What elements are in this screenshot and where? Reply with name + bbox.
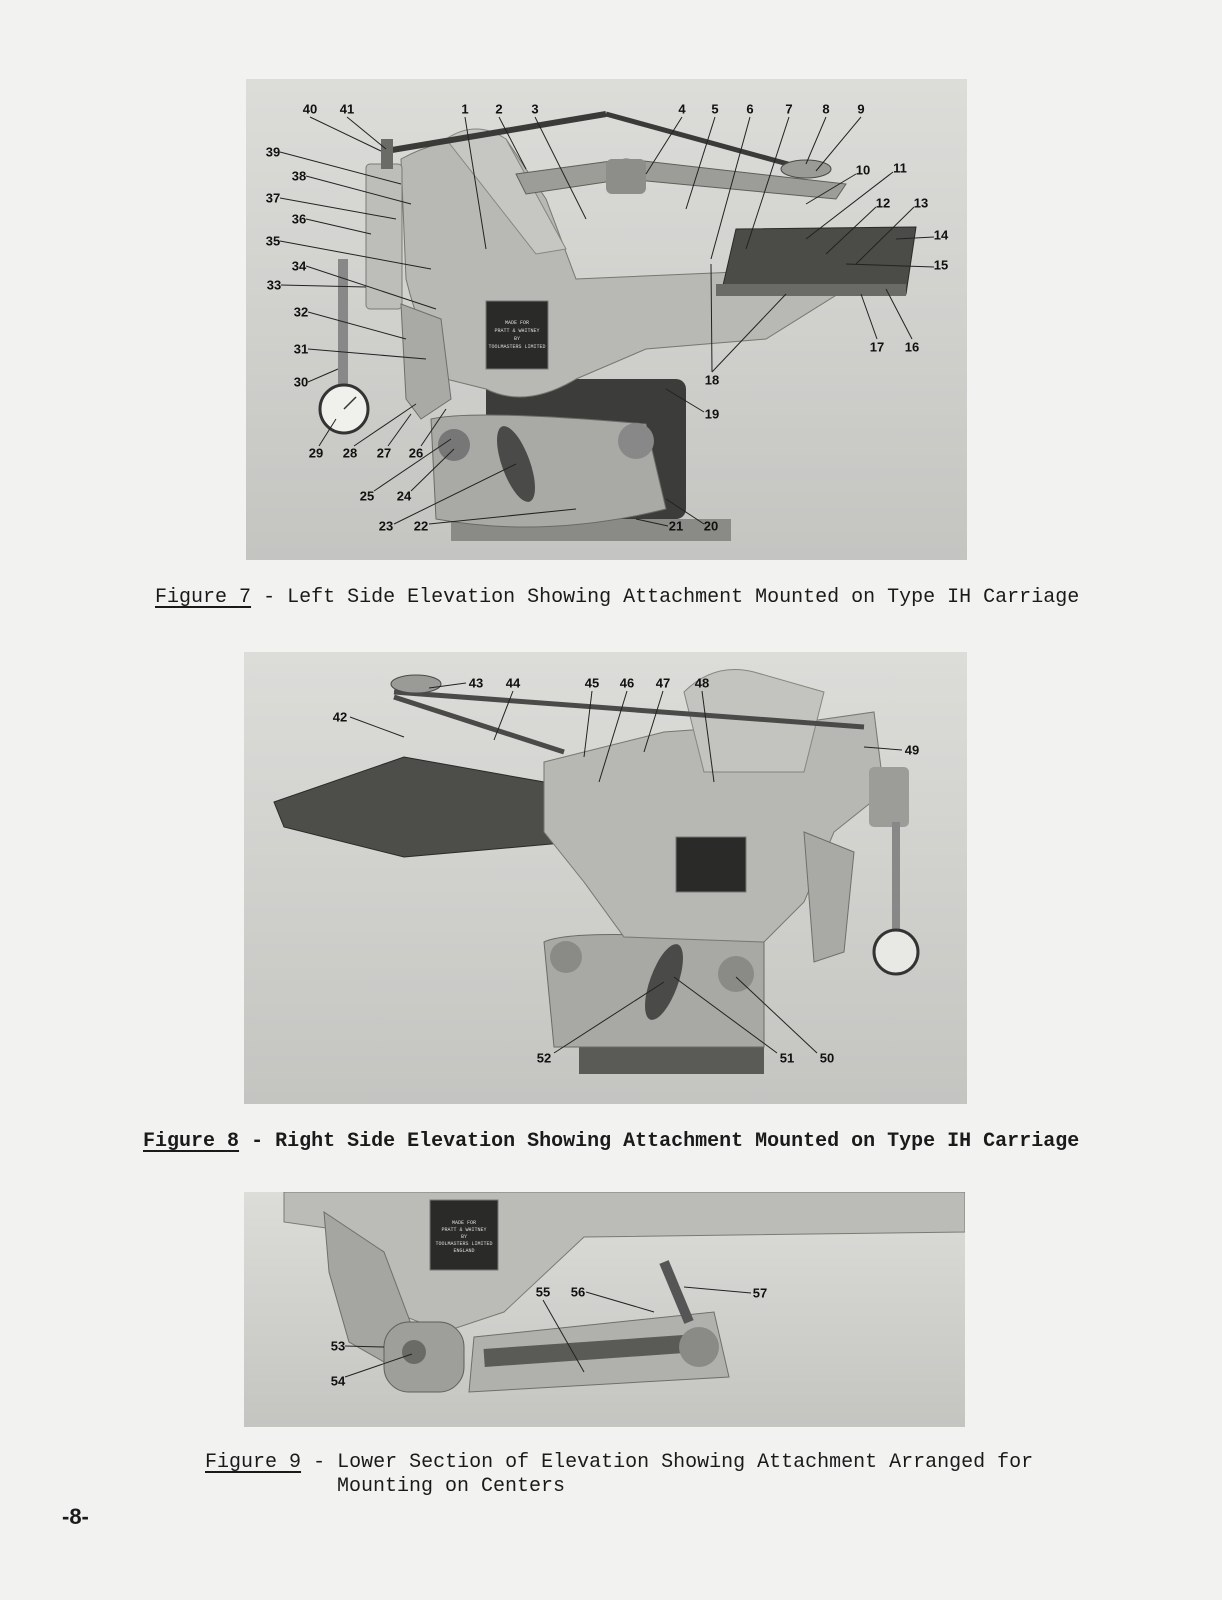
callout-57: 57 bbox=[752, 1285, 768, 1301]
plate-line: BY bbox=[460, 1234, 467, 1240]
figure-8-caption bbox=[143, 1130, 1079, 1154]
figure-9-caption-line-2: Mounting on Centers bbox=[337, 1475, 566, 1498]
callout-52: 52 bbox=[536, 1050, 552, 1066]
callout-23: 23 bbox=[378, 518, 394, 534]
figure-7-nameplate bbox=[486, 301, 548, 369]
figure-7-machine-drawing bbox=[246, 79, 967, 560]
callout-20: 20 bbox=[703, 518, 719, 534]
callout-17: 17 bbox=[869, 339, 885, 355]
figure-caption-text: - Left Side Elevation Showing Attachment Mounted on Type IH Carriage bbox=[263, 586, 1080, 609]
callout-26: 26 bbox=[408, 445, 424, 461]
callout-40: 40 bbox=[302, 101, 318, 117]
plate-line: BY bbox=[513, 336, 520, 342]
callout-48: 48 bbox=[694, 675, 710, 691]
callout-4: 4 bbox=[678, 101, 686, 117]
figure-8-photo bbox=[244, 652, 967, 1104]
callout-32: 32 bbox=[293, 304, 309, 320]
callout-51: 51 bbox=[779, 1050, 795, 1066]
callout-39: 39 bbox=[265, 144, 281, 160]
figure-caption-text: - Lower Section of Elevation Showing Attachment Arranged for bbox=[313, 1451, 1034, 1474]
plate-line: ENGLAND bbox=[453, 1248, 475, 1254]
callout-49: 49 bbox=[904, 742, 920, 758]
callout-35: 35 bbox=[265, 233, 281, 249]
callout-30: 30 bbox=[293, 374, 309, 390]
callout-3: 3 bbox=[531, 101, 539, 117]
callout-25: 25 bbox=[359, 488, 375, 504]
callout-10: 10 bbox=[855, 162, 871, 178]
callout-28: 28 bbox=[342, 445, 358, 461]
figure-label: Figure 7 bbox=[155, 586, 252, 609]
callout-46: 46 bbox=[619, 675, 635, 691]
plate-line: PRATT & WHITNEY bbox=[441, 1227, 487, 1233]
plate-line: MADE FOR bbox=[451, 1220, 476, 1226]
page-number: -8- bbox=[62, 1504, 89, 1529]
callout-2: 2 bbox=[495, 101, 503, 117]
callout-9: 9 bbox=[857, 101, 865, 117]
plate-line: PRATT & WHITNEY bbox=[494, 328, 540, 334]
callout-50: 50 bbox=[819, 1050, 835, 1066]
callout-1: 1 bbox=[461, 101, 469, 117]
figure-9-photo bbox=[244, 1192, 965, 1427]
callout-43: 43 bbox=[468, 675, 484, 691]
callout-14: 14 bbox=[933, 227, 949, 243]
figure-9-nameplate bbox=[430, 1200, 498, 1270]
callout-37: 37 bbox=[265, 190, 281, 206]
plate-line: TOOLMASTERS LIMITED bbox=[435, 1241, 493, 1247]
callout-22: 22 bbox=[413, 518, 429, 534]
figure-caption-text: - Right Side Elevation Showing Attachment Mounted on Type IH Carriage bbox=[251, 1130, 1080, 1153]
callout-53: 53 bbox=[330, 1338, 346, 1354]
callout-15: 15 bbox=[933, 257, 949, 273]
callout-41: 41 bbox=[339, 101, 355, 117]
callout-16: 16 bbox=[904, 339, 920, 355]
callout-45: 45 bbox=[584, 675, 600, 691]
callout-21: 21 bbox=[668, 518, 684, 534]
figure-label: Figure 8 bbox=[143, 1130, 240, 1153]
callout-27: 27 bbox=[376, 445, 392, 461]
figure-8-machine-drawing bbox=[244, 652, 967, 1104]
callout-36: 36 bbox=[291, 211, 307, 227]
plate-line: MADE FOR bbox=[504, 320, 529, 326]
figure-9-machine-drawing bbox=[244, 1192, 965, 1427]
figure-9-caption bbox=[205, 1451, 1033, 1475]
callout-24: 24 bbox=[396, 488, 412, 504]
callout-38: 38 bbox=[291, 168, 307, 184]
callout-6: 6 bbox=[746, 101, 754, 117]
plate-line: TOOLMASTERS LIMITED bbox=[488, 344, 546, 350]
callout-33: 33 bbox=[266, 277, 282, 293]
callout-42: 42 bbox=[332, 709, 348, 725]
callout-29: 29 bbox=[308, 445, 324, 461]
callout-8: 8 bbox=[822, 101, 830, 117]
figure-7-photo bbox=[246, 79, 967, 560]
callout-7: 7 bbox=[785, 101, 793, 117]
callout-34: 34 bbox=[291, 258, 307, 274]
callout-56: 56 bbox=[570, 1284, 586, 1300]
figure-7-caption bbox=[155, 586, 1079, 610]
callout-11: 11 bbox=[893, 160, 907, 176]
callout-5: 5 bbox=[711, 101, 719, 117]
figure-label: Figure 9 bbox=[205, 1451, 302, 1474]
callout-18: 18 bbox=[704, 372, 720, 388]
callout-12: 12 bbox=[875, 195, 891, 211]
callout-31: 31 bbox=[293, 341, 309, 357]
callout-54: 54 bbox=[330, 1373, 346, 1389]
callout-55: 55 bbox=[535, 1284, 551, 1300]
callout-13: 13 bbox=[913, 195, 929, 211]
callout-44: 44 bbox=[505, 675, 521, 691]
callout-19: 19 bbox=[704, 406, 720, 422]
callout-47: 47 bbox=[655, 675, 671, 691]
